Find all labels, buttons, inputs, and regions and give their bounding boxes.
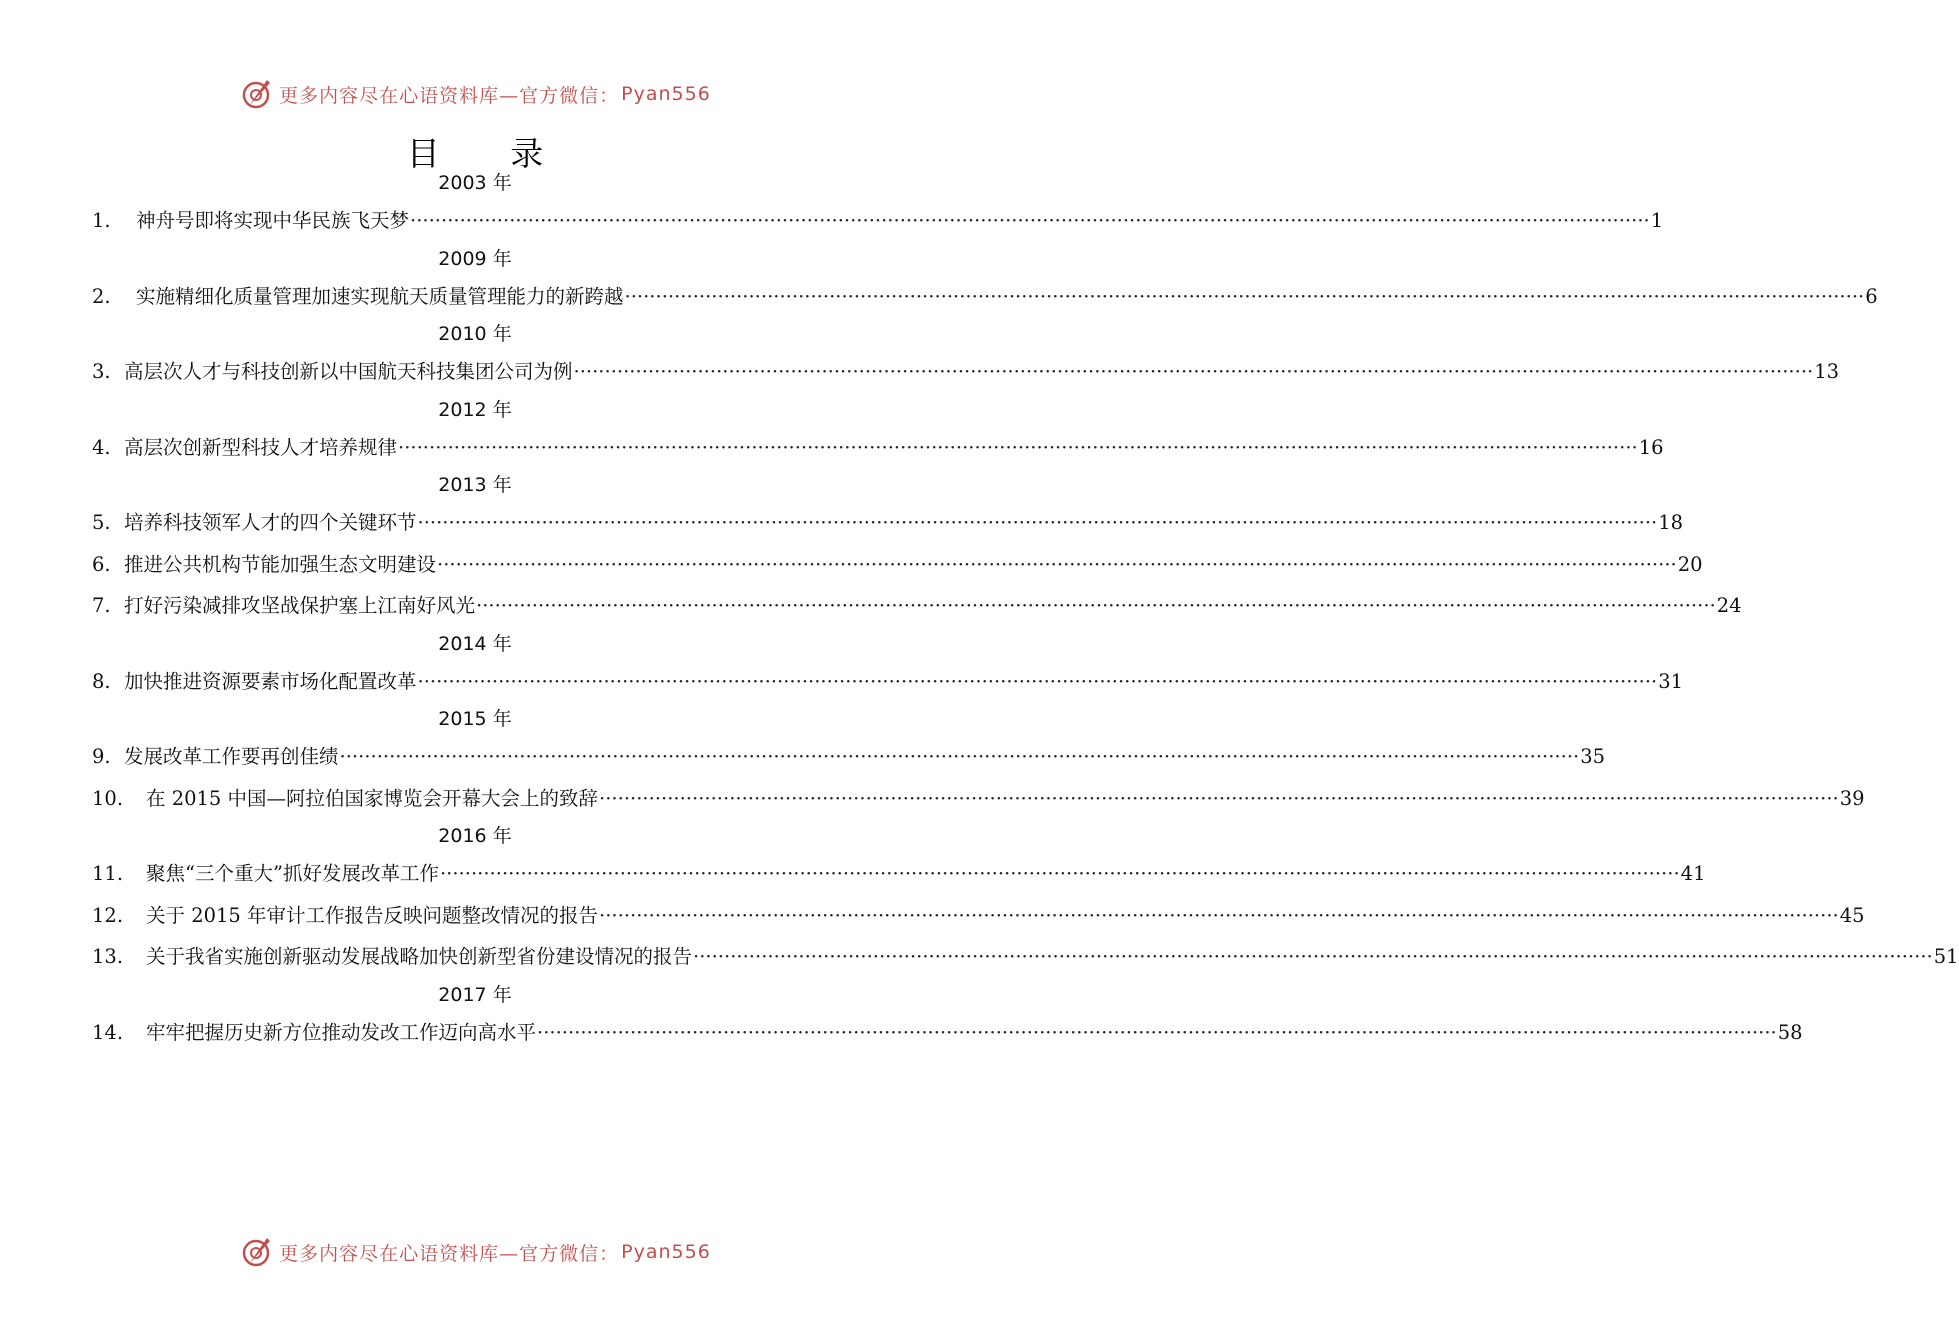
toc-entry[interactable]	[0, 276, 1878, 318]
toc-entry-page: 18	[1658, 511, 1684, 534]
toc-entry-number: 7.	[92, 594, 111, 617]
toc-entry-page: 35	[1580, 745, 1606, 768]
toc-entry-number: 11.	[92, 862, 124, 885]
watermark-wechat-id: Pyan556	[621, 83, 711, 105]
toc-entry-number: 5.	[92, 511, 111, 534]
toc-entry-title: 在 2015 中国—阿拉伯国家博览会开幕大会上的致辞	[146, 786, 599, 810]
year-heading: 2014 年	[438, 632, 512, 655]
toc-entry-title: 发展改革工作要再创佳绩	[124, 745, 339, 768]
toc-entry-page: 1	[1650, 209, 1664, 232]
toc-entry-number: 1.	[92, 209, 111, 232]
toc-entry[interactable]	[0, 936, 1959, 978]
page-title: 目 录	[406, 134, 574, 173]
quill-logo-icon	[239, 1234, 275, 1270]
dot-leader: ········································································································································································································	[599, 786, 1839, 810]
toc-entry-number: 3.	[92, 360, 111, 383]
toc-entry-number: 13.	[92, 945, 124, 968]
toc-entry-page: 31	[1658, 669, 1684, 693]
toc-entry-page: 13	[1814, 360, 1840, 383]
dot-leader: ········································································································································································································	[339, 745, 1580, 768]
year-heading: 2010 年	[438, 323, 512, 345]
toc-entry[interactable]	[0, 427, 1664, 469]
year-heading: 2003 年	[438, 172, 512, 194]
toc-entry-title: 高层次人才与科技创新以中国航天科技集团公司为例	[124, 360, 573, 383]
toc-entry-number: 6.	[92, 552, 111, 576]
toc-entry[interactable]	[0, 502, 1684, 544]
dot-leader: ········································································································································································································	[573, 360, 1814, 383]
toc-entry[interactable]	[0, 778, 1865, 820]
year-heading: 2012 年	[438, 398, 512, 421]
watermark-banner-top	[0, 72, 950, 116]
table-of-contents	[0, 166, 1959, 1053]
toc-entry-title: 打好污染减排攻坚战保护塞上江南好风光	[124, 594, 476, 617]
toc-entry-title: 推进公共机构节能加强生态文明建设	[124, 552, 437, 576]
toc-entry-page: 45	[1839, 903, 1865, 927]
year-heading: 2016 年	[438, 825, 512, 847]
watermark-text: 更多内容尽在心语资料库—官方微信：	[279, 1242, 620, 1265]
dot-leader: ········································································································································································································	[410, 209, 1650, 232]
toc-entry[interactable]	[0, 585, 1742, 627]
toc-entry-page: 6	[1865, 284, 1878, 308]
quill-logo-icon	[239, 76, 275, 112]
toc-entry[interactable]	[0, 200, 1664, 242]
dot-leader: ········································································································································································································	[417, 511, 1658, 534]
dot-leader: ········································································································································································································	[439, 862, 1680, 885]
toc-entry[interactable]	[0, 1012, 1803, 1054]
year-heading: 2013 年	[438, 474, 512, 496]
watermark-wechat-id: Pyan556	[621, 1241, 711, 1263]
toc-entry-title: 牢牢把握历史新方位推动发改工作迈向高水平	[146, 1020, 537, 1044]
toc-entry-number: 9.	[92, 745, 111, 768]
toc-entry-title: 实施精细化质量管理加速实现航天质量管理能力的新跨越	[136, 284, 624, 308]
toc-entry-page: 51	[1933, 945, 1959, 968]
toc-entry[interactable]	[0, 895, 1865, 937]
watermark-text: 更多内容尽在心语资料库—官方微信：	[279, 84, 620, 107]
toc-entry[interactable]	[0, 351, 1840, 393]
toc-entry-title: 高层次创新型科技人才培养规律	[124, 435, 398, 459]
toc-entry[interactable]	[0, 853, 1706, 895]
dot-leader: ········································································································································································································	[476, 594, 1716, 617]
year-heading: 2009 年	[438, 247, 512, 270]
dot-leader: ········································································································································································································	[398, 435, 1638, 459]
toc-entry-page: 20	[1677, 552, 1703, 576]
toc-entry-title: 关于 2015 年审计工作报告反映问题整改情况的报告	[146, 903, 599, 927]
toc-entry-title: 培养科技领军人才的四个关键环节	[124, 511, 417, 534]
toc-entry-page: 58	[1777, 1020, 1803, 1044]
toc-entry-number: 2.	[92, 284, 111, 308]
toc-entry-title: 聚焦“三个重大”抓好发展改革工作	[146, 862, 439, 885]
toc-entry-number: 14.	[92, 1020, 124, 1044]
toc-entry-number: 4.	[92, 435, 111, 459]
toc-entry-number: 10.	[92, 786, 124, 810]
dot-leader: ········································································································································································································	[437, 552, 1677, 576]
toc-entry-title: 关于我省实施创新驱动发展战略加快创新型省份建设情况的报告	[146, 945, 693, 968]
toc-entry-page: 39	[1839, 786, 1865, 810]
toc-entry-title: 加快推进资源要素市场化配置改革	[124, 669, 417, 693]
toc-entry-page: 16	[1638, 435, 1664, 459]
toc-entry[interactable]	[0, 661, 1684, 703]
dot-leader: ········································································································································································································	[599, 903, 1839, 927]
toc-entry-page: 24	[1716, 594, 1742, 617]
watermark-banner-bottom	[0, 1230, 950, 1274]
toc-entry-number: 12.	[92, 903, 124, 927]
dot-leader: ········································································································································································································	[417, 669, 1658, 693]
dot-leader: ········································································································································································································	[624, 284, 1865, 308]
dot-leader: ········································································································································································································	[693, 945, 1933, 968]
year-heading: 2015 年	[438, 708, 512, 730]
year-heading: 2017 年	[438, 983, 512, 1006]
toc-entry[interactable]	[0, 736, 1606, 778]
toc-entry-title: 神舟号即将实现中华民族飞天梦	[136, 209, 410, 232]
dot-leader: ········································································································································································································	[537, 1020, 1777, 1044]
toc-entry-page: 41	[1680, 862, 1706, 885]
toc-entry-number: 8.	[92, 669, 111, 693]
toc-entry[interactable]	[0, 544, 1703, 586]
